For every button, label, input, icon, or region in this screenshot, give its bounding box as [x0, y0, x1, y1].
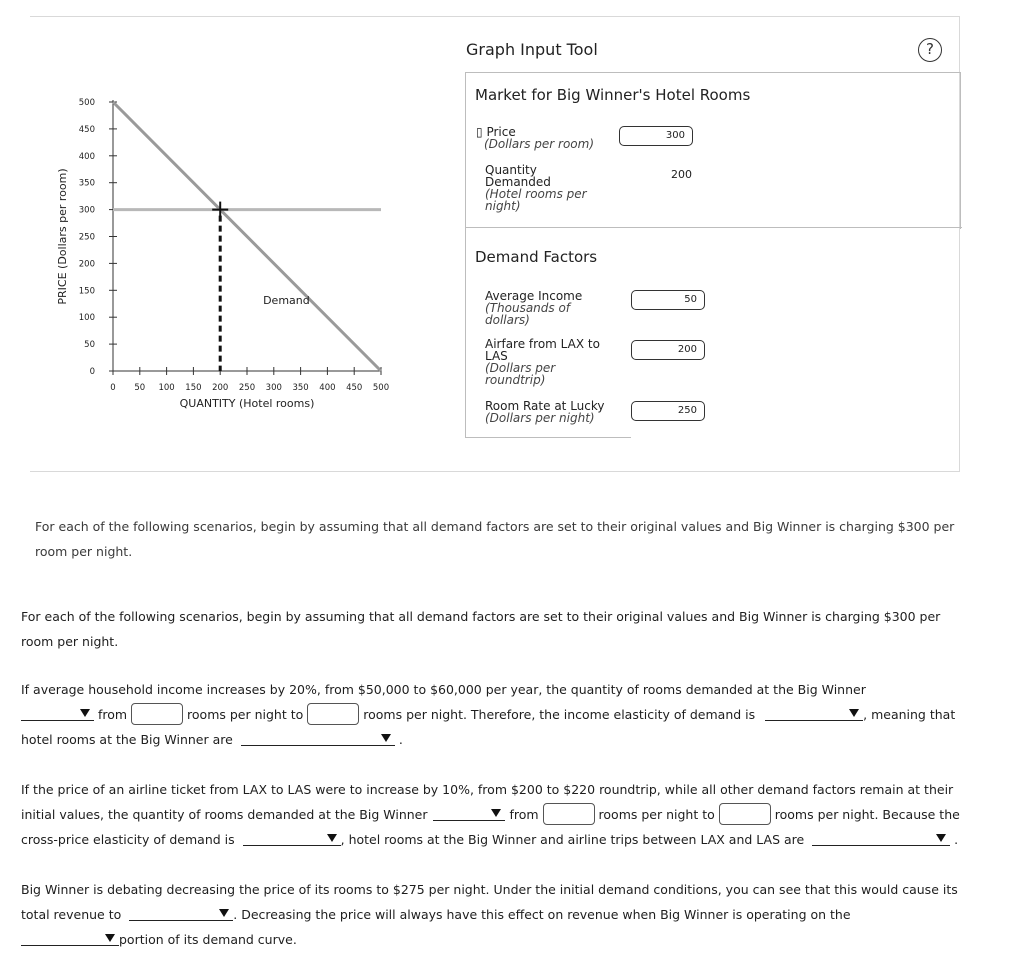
price-label: Price [486, 125, 516, 139]
q1-from-input[interactable] [131, 703, 183, 725]
x-tick-label: 350 [292, 383, 309, 393]
y-tick-label: 400 [78, 151, 95, 162]
q1-to-input[interactable] [307, 703, 359, 725]
x-tick-label: 50 [134, 383, 146, 393]
y-tick-label: 450 [78, 124, 95, 135]
intro-paragraph-faded: For each of the following scenarios, begin by assuming that all demand factors are set to their original values and Big Winner is charging $300 per room per night. [35, 519, 955, 559]
y-tick-label: 350 [78, 178, 95, 189]
y-axis-title: PRICE (Dollars per room) [56, 168, 69, 305]
x-tick-label: 500 [372, 383, 390, 393]
airfare-input[interactable]: 200 [631, 340, 705, 360]
y-tick-label: 250 [78, 232, 95, 243]
quantity-label-group: Quantity Demanded (Hotel rooms per night) [485, 163, 587, 213]
question-airfare: If the price of an airline ticket from LAX to LAS were to increase by 10%, from $200 to $220 roundtrip, while all other demand factors remain at their initial values, the quantity of rooms demanded at the Big Winner from rooms per night to rooms per night. Because the cross-price elasticity of demand is , hotel rooms at the Big Winner and airline trips between LAX and LAS are . [21, 782, 960, 847]
q3-revenue-dropdown[interactable] [129, 907, 233, 921]
y-tick-label: 200 [78, 259, 95, 270]
demand-label: Demand [263, 293, 310, 307]
price-label-group [476, 126, 594, 150]
price-marker: ▯ [476, 125, 483, 139]
y-tick-label: 300 [78, 205, 95, 216]
market-title: Market for Big Winner's Hotel Rooms [475, 86, 751, 104]
q2-relationship-dropdown[interactable] [812, 832, 950, 846]
question-circle-icon[interactable]: ? [918, 38, 942, 62]
q2-from-input[interactable] [543, 803, 595, 825]
room-rate-label-group: Room Rate at Lucky (Dollars per night) [485, 399, 605, 425]
demand-chart[interactable] [20, 88, 440, 428]
quantity-value: 200 [671, 168, 692, 181]
x-tick-label: 400 [319, 383, 336, 393]
question-price-cut: Big Winner is debating decreasing the price of its rooms to $275 per night. Under the initial demand conditions, you can see that this would cause its total revenue to . Decreasing the price will always have this effect on revenue when Big Winner is operating on the portion of its demand curve. [21, 882, 958, 947]
q2-change-dropdown[interactable] [433, 807, 505, 821]
q3-portion-dropdown[interactable] [21, 932, 119, 946]
x-tick-label: 300 [265, 383, 282, 393]
room-rate-input[interactable]: 250 [631, 401, 705, 421]
airfare-label-group: Airfare from LAX to LAS (Dollars per roundtrip) [485, 337, 600, 387]
x-tick-label: 100 [158, 383, 175, 393]
x-tick-label: 200 [212, 383, 229, 393]
q2-elasticity-dropdown[interactable] [243, 832, 341, 846]
question-income: If average household income increases by 20%, from $50,000 to $60,000 per year, the quantity of rooms demanded at the Big Winner from rooms per night to rooms per night. Therefore, the income elasticity of demand is , meaning that hotel rooms at the Big Winner are . [21, 682, 956, 747]
x-tick-label: 250 [238, 383, 256, 393]
tool-title: Graph Input Tool [466, 40, 598, 59]
price-unit: (Dollars per room) [484, 137, 595, 151]
y-tick-label: 0 [89, 367, 95, 377]
income-input[interactable]: 50 [631, 290, 705, 310]
income-label-group: Average Income (Thousands of dollars) [485, 289, 583, 327]
x-axis-title: QUANTITY (Hotel rooms) [179, 397, 315, 410]
y-tick-label: 500 [78, 98, 95, 108]
demand-line [113, 102, 381, 371]
y-tick-label: 50 [84, 340, 95, 351]
x-tick-label: 150 [185, 383, 202, 393]
x-tick-label: 0 [110, 383, 116, 393]
y-tick-label: 150 [78, 286, 95, 297]
price-input[interactable]: 300 [619, 126, 693, 146]
q1-elasticity-dropdown[interactable] [765, 707, 863, 721]
q1-change-dropdown[interactable] [21, 707, 94, 721]
q2-to-input[interactable] [719, 803, 771, 825]
demand-factors-title: Demand Factors [475, 248, 598, 266]
intro-paragraph: For each of the following scenarios, begin by assuming that all demand factors are set to their original values and Big Winner is charging $300 per room per night. [21, 609, 941, 649]
x-tick-label: 450 [346, 383, 363, 393]
y-tick-label: 100 [78, 313, 95, 324]
q1-goods-type-dropdown[interactable] [241, 732, 395, 746]
